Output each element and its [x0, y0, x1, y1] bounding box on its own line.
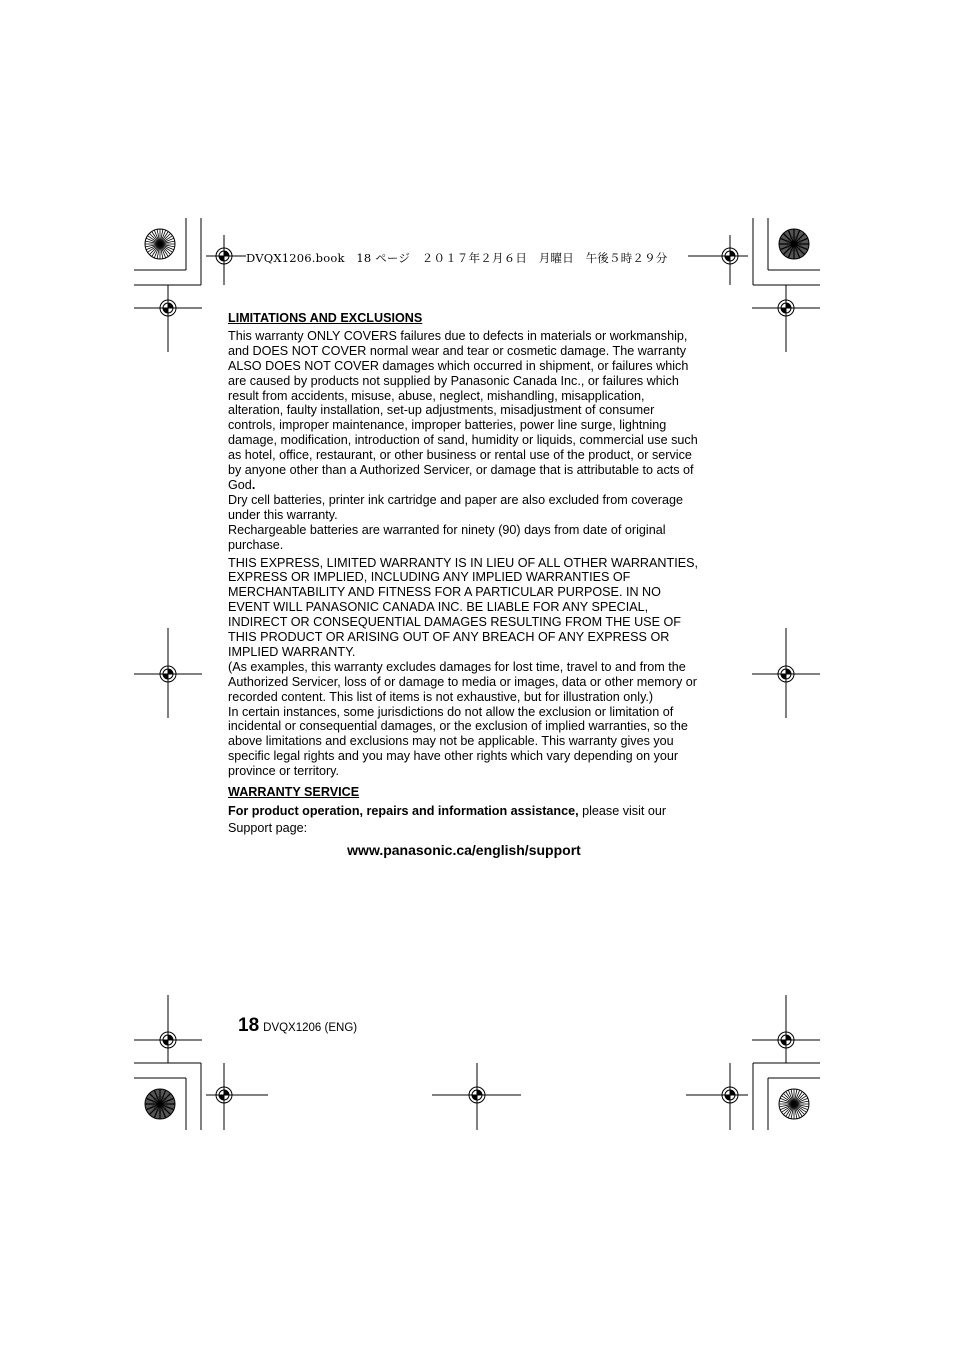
- limitations-heading: LIMITATIONS AND EXCLUSIONS: [228, 311, 423, 325]
- service-rest-text: please visit our Support page:: [228, 804, 667, 835]
- model-code: DVQX1206 (ENG): [263, 1022, 358, 1034]
- service-heading: WARRANTY SERVICE: [228, 785, 360, 800]
- service-paragraph: [228, 803, 700, 837]
- service-bold-lead: For product operation, repairs and information assistance,: [228, 804, 579, 818]
- warranty-content: [228, 311, 700, 858]
- limitations-paragraph-5: (As examples, this warranty excludes damages for lost time, travel to and from the Authorized Servicer, loss of or damage to media or images, data or other memory or recorded content. This list of items is not exhaustive, but for illustration only.): [228, 659, 697, 704]
- limitations-paragraph-1: [228, 329, 700, 493]
- limitations-paragraph-3: Rechargeable batteries are warranted for ninety (90) days from date of original purchase.: [228, 522, 666, 552]
- support-url[interactable]: www.panasonic.ca/english/support: [347, 842, 581, 858]
- limitations-paragraph-1-text: This warranty ONLY COVERS failures due to defects in materials or workmanship, and DOES NOT COVER normal wear and tear or cosmetic damage. The warranty ALSO DOES NOT COVER damages which occurred in shipment, or failures which are caused by products not supplied by Panasonic Canada Inc., or failures which result from accidents, misuse, abuse, neglect, mishandling, misapplication, alteration, faulty installation, set-up adjustments, misadjustment of consumer controls, improper maintenance, improper batteries, power line surge, lightning damage, modification, introduction of sand, humidity or liquids, commercial use such as hotel, office, restaurant, or other business or rental use of the product, or service by anyone other than a Authorized Servicer, or damage that is attributable to acts of God: [228, 328, 698, 492]
- page-number: 18: [238, 1015, 260, 1036]
- print-header-text: DVQX1206.book 18 ページ ２０１７年２月６日 月曜日 午後５時２９分: [246, 251, 668, 265]
- page-footer: [238, 1015, 357, 1037]
- limitations-paragraph-6: In certain instances, some jurisdictions do not allow the exclusion or limitation of incidental or consequential damages, or the exclusion of implied warranties, so the above limitations and exclusions may not be applicable. This warranty gives you specific legal rights and you may have other rights which vary depending on your province or territory.: [228, 704, 688, 779]
- limitations-paragraph-1-end: .: [251, 477, 256, 492]
- limitations-paragraph-2: Dry cell batteries, printer ink cartridge and paper are also excluded from coverage under this warranty.: [228, 492, 683, 522]
- limitations-paragraph-4: THIS EXPRESS, LIMITED WARRANTY IS IN LIEU OF ALL OTHER WARRANTIES, EXPRESS OR IMPLIED, INCLUDING ANY IMPLIED WARRANTIES OF MERCHANTABILITY AND FITNESS FOR A PARTICULAR PURPOSE. IN NO EVENT WILL PANASONIC CANADA INC. BE LIABLE FOR ANY SPECIAL, INDIRECT OR CONSEQUENTIAL DAMAGES RESULTING FROM THE USE OF THIS PRODUCT OR ARISING OUT OF ANY BREACH OF ANY EXPRESS OR IMPLIED WARRANTY.: [228, 555, 699, 659]
